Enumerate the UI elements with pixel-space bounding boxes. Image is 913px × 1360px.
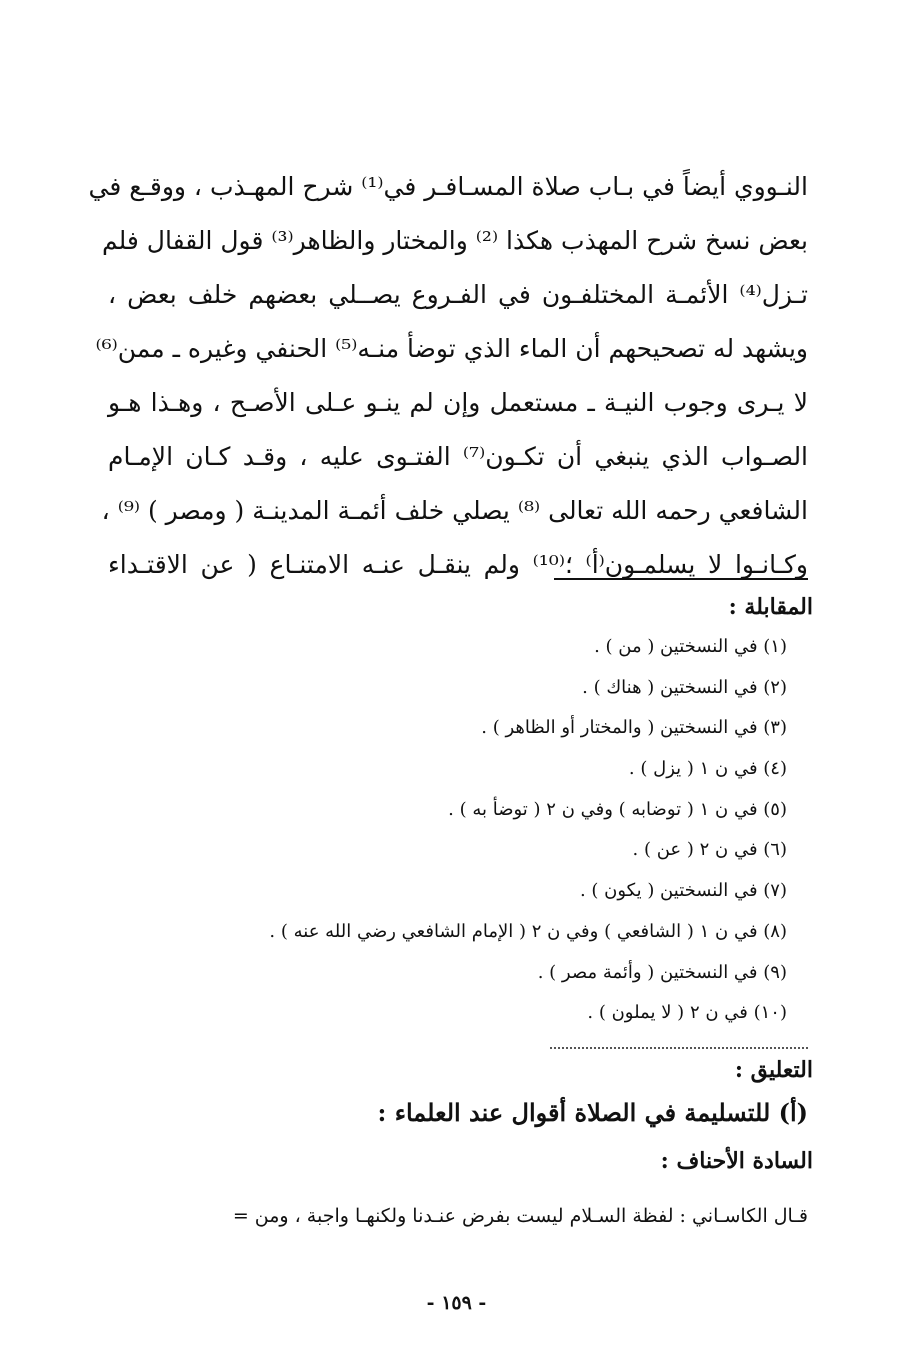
main-text-line: وكـانـوا لا يسلمـون⁽أ⁾ ؛⁽¹⁰⁾ ولم ينقـل عنـه الامتنـاع ( عن الاقتـداء [108, 550, 809, 579]
main-text-line: ويشهد له تصحيحهم أن الماء الذي توضأ منـه⁽⁵⁾ الحنفي وغيره ـ ممن⁽⁶⁾ [95, 334, 808, 363]
collation-note: (٨) في ن ١ ( الشافعي ) وفي ن ٢ ( الإمام الشافعي رضي الله عنه ) . [269, 920, 787, 942]
collation-note: (٩) في النسختين ( وأئمة مصر ) . [537, 961, 787, 983]
collation-note: (١) في النسختين ( من ) . [594, 636, 787, 657]
main-text-line: بعض نسخ شرح المهذب هكذا ⁽²⁾ والمختار والظاهر⁽³⁾ قول القفال فلم [101, 226, 808, 255]
collation-note: (٤) في ن ١ ( يزل ) . [628, 758, 787, 780]
muqabala-heading: المقابلة : [728, 594, 813, 620]
collation-notes [269, 627, 787, 1034]
commentary-subheading: (أ) للتسليمة في الصلاة أقوال عند العلماء : [377, 1098, 808, 1127]
commentary-divider [550, 1047, 808, 1049]
collation-note: (٢) في النسختين ( هناك ) . [582, 676, 787, 698]
page-number: - ١٥٩ - [426, 1292, 487, 1314]
main-text-line: لا يـرى وجوب النيـة ـ مستعمل وإن لم ينـو عـلى الأصـح ، وهـذا هـو [108, 388, 808, 417]
main-text-line: النـووي أيضاً في بـاب صلاة المسـافـر في⁽¹⁾ شرح المهـذب ، ووقـع في [88, 172, 808, 201]
collation-note: (٧) في النسختين ( يكون ) . [579, 880, 787, 902]
collation-note: (٣) في النسختين ( والمختار أو الظاهر ) . [481, 717, 787, 739]
footnote-divider [554, 578, 808, 580]
commentary-text: قـال الكاسـاني : لفظة السـلام ليست بفرض عنـدنا ولكنهـا واجبة ، ومن = [232, 1205, 808, 1227]
taliq-heading: التعليق : [734, 1057, 813, 1083]
school-heading: السادة الأحناف : [660, 1148, 813, 1174]
collation-note: (١٠) في ن ٢ ( لا يملون ) . [587, 1002, 787, 1024]
main-text-line: الصـواب الذي ينبغي أن تكـون⁽⁷⁾ الفتـوى عليه ، وقـد كـان الإمـام [108, 442, 809, 471]
main-text-line: تـزل⁽⁴⁾ الأئمـة المختلفـون في الفـروع يصــلي بعضهم خلف بعض ، [108, 280, 808, 309]
main-text-line: الشافعي رحمه الله تعالى ⁽⁸⁾ يصلي خلف أئمـة المدينـة ( ومصر ) ⁽⁹⁾ ، [101, 496, 808, 525]
main-text-block [88, 160, 809, 592]
collation-note: (٥) في ن ١ ( توضابه ) وفي ن ٢ ( توضأ به ) . [448, 798, 787, 820]
collation-note: (٦) في ن ٢ ( عن ) . [632, 839, 787, 861]
